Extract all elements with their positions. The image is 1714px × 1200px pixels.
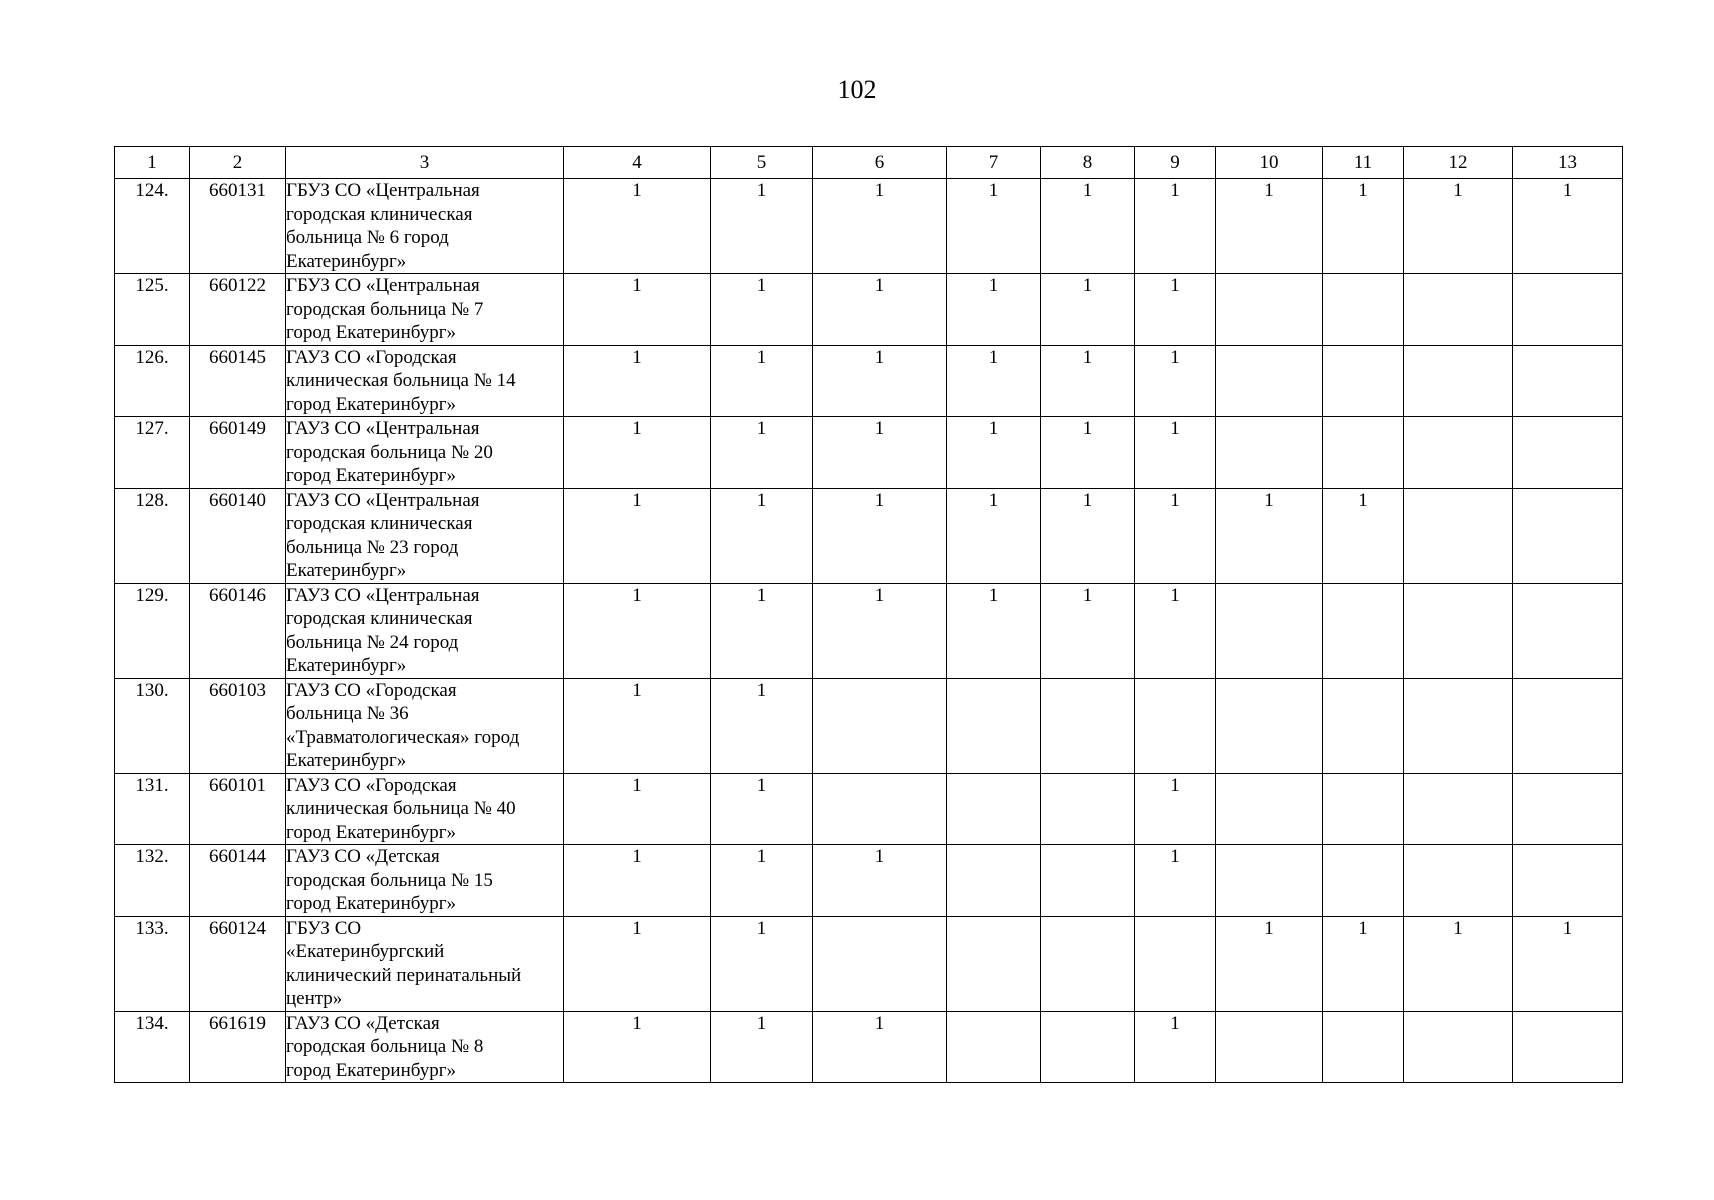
facility-name xyxy=(286,417,564,489)
facility-name-line: ГБУЗ СО xyxy=(286,917,362,939)
mark-col-5: 1 xyxy=(711,179,813,274)
table-row xyxy=(115,488,1623,583)
mark-col-11 xyxy=(1323,1011,1404,1083)
facility-code: 660145 xyxy=(190,345,286,417)
mark-col-6: 1 xyxy=(813,1011,947,1083)
row-number: 134. xyxy=(115,1011,190,1083)
mark-col-6 xyxy=(813,678,947,773)
mark-col-7 xyxy=(947,916,1041,1011)
mark-col-11 xyxy=(1323,345,1404,417)
mark-col-13 xyxy=(1513,274,1623,346)
mark-col-9 xyxy=(1135,678,1216,773)
page-number: 102 xyxy=(837,75,877,104)
row-number: 132. xyxy=(115,845,190,917)
mark-col-13 xyxy=(1513,345,1623,417)
mark-col-8 xyxy=(1041,845,1135,917)
facility-code: 660144 xyxy=(190,845,286,917)
facility-name xyxy=(286,773,564,845)
facility-name-line: клиническая больница № 40 xyxy=(286,798,516,819)
mark-col-7 xyxy=(947,845,1041,917)
mark-col-9: 1 xyxy=(1135,179,1216,274)
facility-name-line: город Екатеринбург» xyxy=(286,393,456,415)
mark-col-4: 1 xyxy=(564,345,711,417)
mark-col-8 xyxy=(1041,916,1135,1011)
mark-col-12 xyxy=(1404,845,1513,917)
facility-name-line: Екатеринбург» xyxy=(286,560,407,581)
table-row xyxy=(115,417,1623,489)
facility-name-line: ГАУЗ СО «Детская xyxy=(286,846,440,867)
facility-name-line: ГАУЗ СО «Городская xyxy=(286,346,457,368)
mark-col-6: 1 xyxy=(813,845,947,917)
table-row xyxy=(115,916,1623,1011)
column-header-13: 13 xyxy=(1513,147,1623,179)
mark-col-8 xyxy=(1041,773,1135,845)
facility-name-line: центр» xyxy=(286,988,343,1009)
mark-col-12: 1 xyxy=(1404,179,1513,274)
column-header-10: 10 xyxy=(1216,147,1323,179)
column-header-6: 6 xyxy=(813,147,947,179)
mark-col-11 xyxy=(1323,274,1404,346)
facility-name-line: клинический перинатальный xyxy=(286,964,522,986)
facility-name-line: городская клиническая xyxy=(286,203,473,225)
mark-col-10: 1 xyxy=(1216,916,1323,1011)
table-header xyxy=(115,147,1623,179)
mark-col-5: 1 xyxy=(711,583,813,678)
facility-table xyxy=(114,146,1623,1083)
mark-col-13 xyxy=(1513,488,1623,583)
mark-col-8: 1 xyxy=(1041,488,1135,583)
facility-name-line: больница № 36 xyxy=(286,703,409,724)
mark-col-5: 1 xyxy=(711,345,813,417)
mark-col-10 xyxy=(1216,345,1323,417)
row-number: 128. xyxy=(115,488,190,583)
mark-col-4: 1 xyxy=(564,488,711,583)
facility-name xyxy=(286,916,564,1011)
facility-code: 660101 xyxy=(190,773,286,845)
mark-col-10: 1 xyxy=(1216,179,1323,274)
facility-name xyxy=(286,583,564,678)
mark-col-12 xyxy=(1404,583,1513,678)
mark-col-12 xyxy=(1404,1011,1513,1083)
mark-col-7 xyxy=(947,1011,1041,1083)
mark-col-9: 1 xyxy=(1135,488,1216,583)
mark-col-5: 1 xyxy=(711,1011,813,1083)
mark-col-12 xyxy=(1404,345,1513,417)
mark-col-7: 1 xyxy=(947,417,1041,489)
mark-col-4: 1 xyxy=(564,678,711,773)
mark-col-4: 1 xyxy=(564,417,711,489)
table-row xyxy=(115,179,1623,274)
facility-name-line: больница № 6 город xyxy=(286,227,449,248)
mark-col-8: 1 xyxy=(1041,274,1135,346)
row-number: 127. xyxy=(115,417,190,489)
mark-col-9: 1 xyxy=(1135,417,1216,489)
mark-col-6 xyxy=(813,773,947,845)
mark-col-10 xyxy=(1216,274,1323,346)
mark-col-12 xyxy=(1404,678,1513,773)
mark-col-6: 1 xyxy=(813,488,947,583)
mark-col-12 xyxy=(1404,274,1513,346)
facility-name-line: городская клиническая xyxy=(286,608,473,629)
facility-name-line: ГАУЗ СО «Детская xyxy=(286,1012,440,1034)
mark-col-8: 1 xyxy=(1041,417,1135,489)
mark-col-7: 1 xyxy=(947,274,1041,346)
mark-col-11: 1 xyxy=(1323,916,1404,1011)
facility-name-line: Екатеринбург» xyxy=(286,250,407,272)
table-row xyxy=(115,345,1623,417)
mark-col-10 xyxy=(1216,417,1323,489)
mark-col-8 xyxy=(1041,678,1135,773)
column-header-3: 3 xyxy=(286,147,564,179)
mark-col-13 xyxy=(1513,417,1623,489)
mark-col-11 xyxy=(1323,678,1404,773)
column-header-2: 2 xyxy=(190,147,286,179)
facility-name-line: ГАУЗ СО «Городская xyxy=(286,679,457,701)
mark-col-13 xyxy=(1513,678,1623,773)
mark-col-5: 1 xyxy=(711,488,813,583)
mark-col-8: 1 xyxy=(1041,583,1135,678)
facility-code: 660103 xyxy=(190,678,286,773)
table-row xyxy=(115,845,1623,917)
mark-col-6: 1 xyxy=(813,274,947,346)
mark-col-11: 1 xyxy=(1323,488,1404,583)
facility-name-line: городская больница № 20 xyxy=(286,441,493,463)
facility-code: 660124 xyxy=(190,916,286,1011)
facility-name-line: городская больница № 7 xyxy=(286,298,484,320)
column-header-1: 1 xyxy=(115,147,190,179)
mark-col-9: 1 xyxy=(1135,1011,1216,1083)
mark-col-7: 1 xyxy=(947,179,1041,274)
facility-name-line: ГАУЗ СО «Центральная xyxy=(286,584,480,606)
mark-col-9: 1 xyxy=(1135,274,1216,346)
mark-col-8: 1 xyxy=(1041,179,1135,274)
mark-col-11 xyxy=(1323,773,1404,845)
facility-name-line: Екатеринбург» xyxy=(286,750,407,771)
row-number: 130. xyxy=(115,678,190,773)
mark-col-12 xyxy=(1404,773,1513,845)
mark-col-13 xyxy=(1513,1011,1623,1083)
facility-code: 661619 xyxy=(190,1011,286,1083)
facility-name-line: «Екатеринбургский xyxy=(286,941,445,962)
facility-name xyxy=(286,1011,564,1083)
facility-name-line: город Екатеринбург» xyxy=(286,1059,456,1081)
mark-col-9 xyxy=(1135,916,1216,1011)
facility-name-line: городская клиническая xyxy=(286,513,473,534)
facility-code: 660122 xyxy=(190,274,286,346)
mark-col-10 xyxy=(1216,845,1323,917)
facility-name-line: город Екатеринбург» xyxy=(286,465,456,486)
column-header-12: 12 xyxy=(1404,147,1513,179)
mark-col-6 xyxy=(813,916,947,1011)
facility-name-line: клиническая больница № 14 xyxy=(286,370,516,391)
mark-col-12 xyxy=(1404,417,1513,489)
facility-name-line: Екатеринбург» xyxy=(286,655,407,676)
mark-col-7 xyxy=(947,773,1041,845)
facility-name-line: ГАУЗ СО «Центральная xyxy=(286,489,480,511)
facility-name-line: больница № 24 город xyxy=(286,631,459,653)
mark-col-4: 1 xyxy=(564,773,711,845)
mark-col-8 xyxy=(1041,1011,1135,1083)
facility-code: 660146 xyxy=(190,583,286,678)
facility-name-line: ГБУЗ СО «Центральная xyxy=(286,275,480,296)
table-row xyxy=(115,1011,1623,1083)
mark-col-10 xyxy=(1216,1011,1323,1083)
mark-col-8: 1 xyxy=(1041,345,1135,417)
mark-col-9: 1 xyxy=(1135,773,1216,845)
facility-code: 660149 xyxy=(190,417,286,489)
facility-name-line: городская больница № 8 xyxy=(286,1036,484,1057)
mark-col-9: 1 xyxy=(1135,845,1216,917)
column-header-7: 7 xyxy=(947,147,1041,179)
row-number: 133. xyxy=(115,916,190,1011)
facility-name-line: ГАУЗ СО «Центральная xyxy=(286,418,480,439)
table-row xyxy=(115,678,1623,773)
facility-name-line: больница № 23 город xyxy=(286,536,459,558)
mark-col-13: 1 xyxy=(1513,179,1623,274)
mark-col-5: 1 xyxy=(711,845,813,917)
mark-col-13 xyxy=(1513,773,1623,845)
mark-col-11 xyxy=(1323,845,1404,917)
mark-col-10 xyxy=(1216,583,1323,678)
facility-name xyxy=(286,488,564,583)
mark-col-13 xyxy=(1513,845,1623,917)
table-body xyxy=(115,179,1623,1083)
row-number: 126. xyxy=(115,345,190,417)
facility-name xyxy=(286,678,564,773)
mark-col-13 xyxy=(1513,583,1623,678)
mark-col-11 xyxy=(1323,583,1404,678)
row-number: 129. xyxy=(115,583,190,678)
mark-col-13: 1 xyxy=(1513,916,1623,1011)
facility-name-line: ГАУЗ СО «Городская xyxy=(286,774,457,796)
facility-name-line: ГБУЗ СО «Центральная xyxy=(286,180,480,201)
table-row xyxy=(115,773,1623,845)
mark-col-12: 1 xyxy=(1404,916,1513,1011)
mark-col-6: 1 xyxy=(813,179,947,274)
mark-col-10: 1 xyxy=(1216,488,1323,583)
mark-col-4: 1 xyxy=(564,916,711,1011)
mark-col-7: 1 xyxy=(947,345,1041,417)
mark-col-5: 1 xyxy=(711,916,813,1011)
mark-col-11 xyxy=(1323,417,1404,489)
facility-name-line: «Травматологическая» город xyxy=(286,726,520,748)
mark-col-9: 1 xyxy=(1135,345,1216,417)
facility-name xyxy=(286,274,564,346)
row-number: 131. xyxy=(115,773,190,845)
mark-col-7: 1 xyxy=(947,488,1041,583)
mark-col-6: 1 xyxy=(813,583,947,678)
facility-name xyxy=(286,179,564,274)
mark-col-11: 1 xyxy=(1323,179,1404,274)
mark-col-5: 1 xyxy=(711,274,813,346)
column-header-9: 9 xyxy=(1135,147,1216,179)
facility-name-line: город Екатеринбург» xyxy=(286,322,456,343)
mark-col-5: 1 xyxy=(711,417,813,489)
mark-col-4: 1 xyxy=(564,274,711,346)
mark-col-5: 1 xyxy=(711,773,813,845)
facility-name-line: город Екатеринбург» xyxy=(286,893,456,914)
column-header-5: 5 xyxy=(711,147,813,179)
mark-col-5: 1 xyxy=(711,678,813,773)
column-header-11: 11 xyxy=(1323,147,1404,179)
mark-col-10 xyxy=(1216,678,1323,773)
table-row xyxy=(115,583,1623,678)
facility-name xyxy=(286,345,564,417)
column-header-8: 8 xyxy=(1041,147,1135,179)
facility-name xyxy=(286,845,564,917)
facility-name-line: город Екатеринбург» xyxy=(286,821,456,843)
mark-col-9: 1 xyxy=(1135,583,1216,678)
mark-col-6: 1 xyxy=(813,417,947,489)
facility-name-line: городская больница № 15 xyxy=(286,869,493,891)
table-row xyxy=(115,274,1623,346)
mark-col-4: 1 xyxy=(564,845,711,917)
header-row xyxy=(115,147,1623,179)
mark-col-4: 1 xyxy=(564,179,711,274)
mark-col-4: 1 xyxy=(564,583,711,678)
mark-col-7: 1 xyxy=(947,583,1041,678)
row-number: 124. xyxy=(115,179,190,274)
facility-code: 660140 xyxy=(190,488,286,583)
mark-col-6: 1 xyxy=(813,345,947,417)
mark-col-4: 1 xyxy=(564,1011,711,1083)
column-header-4: 4 xyxy=(564,147,711,179)
row-number: 125. xyxy=(115,274,190,346)
mark-col-10 xyxy=(1216,773,1323,845)
facility-code: 660131 xyxy=(190,179,286,274)
mark-col-7 xyxy=(947,678,1041,773)
mark-col-12 xyxy=(1404,488,1513,583)
